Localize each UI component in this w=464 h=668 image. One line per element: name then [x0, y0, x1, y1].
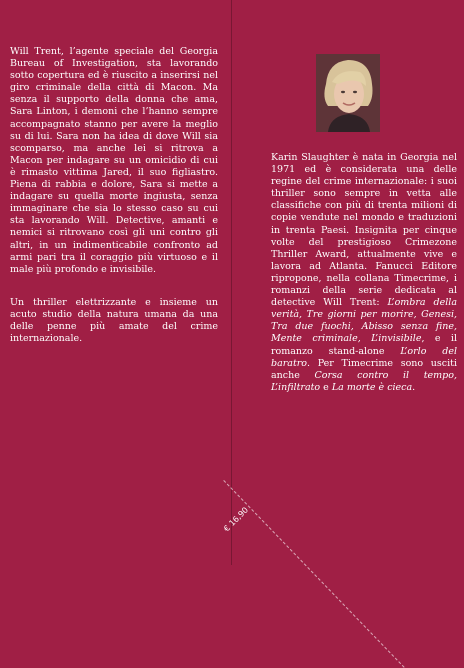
bio-connector: . Per Timecrime sono usciti anche [271, 357, 457, 381]
bio-title-standalone: L’orlo del baratro [271, 345, 457, 369]
bio-title-last: La morte è cieca [331, 381, 413, 393]
author-biography [271, 152, 457, 394]
bio-end: . [412, 381, 416, 393]
bio-titles-series: L’ombra della verità, Tre giorni per morire, Genesi, Tra due fuochi, Abisso senza fine, Mente criminale, L’invisibile [271, 297, 457, 345]
price-label: € 16,90 [222, 505, 250, 534]
bio-connector: e [320, 381, 332, 393]
cut-line-dashed [223, 480, 404, 668]
bio-intro: Karin Slaughter è nata in Georgia nel 1971 ed è considerata una delle regine del crime internazionale: i suoi thriller sono sempre in vetta alle classifiche con più di trenta milioni di copie vendute nel mondo e traduzioni in trenta Paesi. Insignita per cinque volte del prestigioso Crimezone Thriller Award, attualmente vive e lavora ad Atlanta. Fanucci Editore ripropone, nella collana Timecrime, i romanzi della serie dedicata al detective Will Trent: [271, 152, 457, 309]
tagline-paragraph: Un thriller elettrizzante e insieme un acuto studio della natura umana da una delle penne più amate del crime internazionale. [10, 297, 218, 345]
bio-titles-timecrime: Corsa contro il tempo, L’infiltrato [271, 369, 457, 393]
bio-connector: , e il romanzo stand-alone [271, 333, 457, 357]
author-photo [316, 54, 380, 132]
spine-fold-divider [231, 0, 232, 565]
synopsis-paragraph: Will Trent, l’agente speciale del Georgia Bureau of Investigation, sta lavorando sotto copertura ed è riuscito a inserirsi nel giro criminale della città di Macon. Ma senza il supporto della donna che ama, Sara Linton, i demoni che l’hanno sempre accompagnato stanno per avere la meglio su di lui. Sara non ha idea di dove Will sia scomparso, ma anche lei si ritrova a Macon per indagare su un omicidio di cui è rimasto vittima Jared, il suo figliastro. Piena di rabbia e dolore, Sara si mette a indagare su quella morte ingiusta, senza immaginare che sia lo stesso caso su cui sta lavorando Will. Detective, amanti e nemici si ritrovano così gli uni contro gli altri, in un indimenticabile confronto ad armi pari tra il coraggio più virtuoso e il male più profondo e invisibile. [10, 46, 218, 275]
